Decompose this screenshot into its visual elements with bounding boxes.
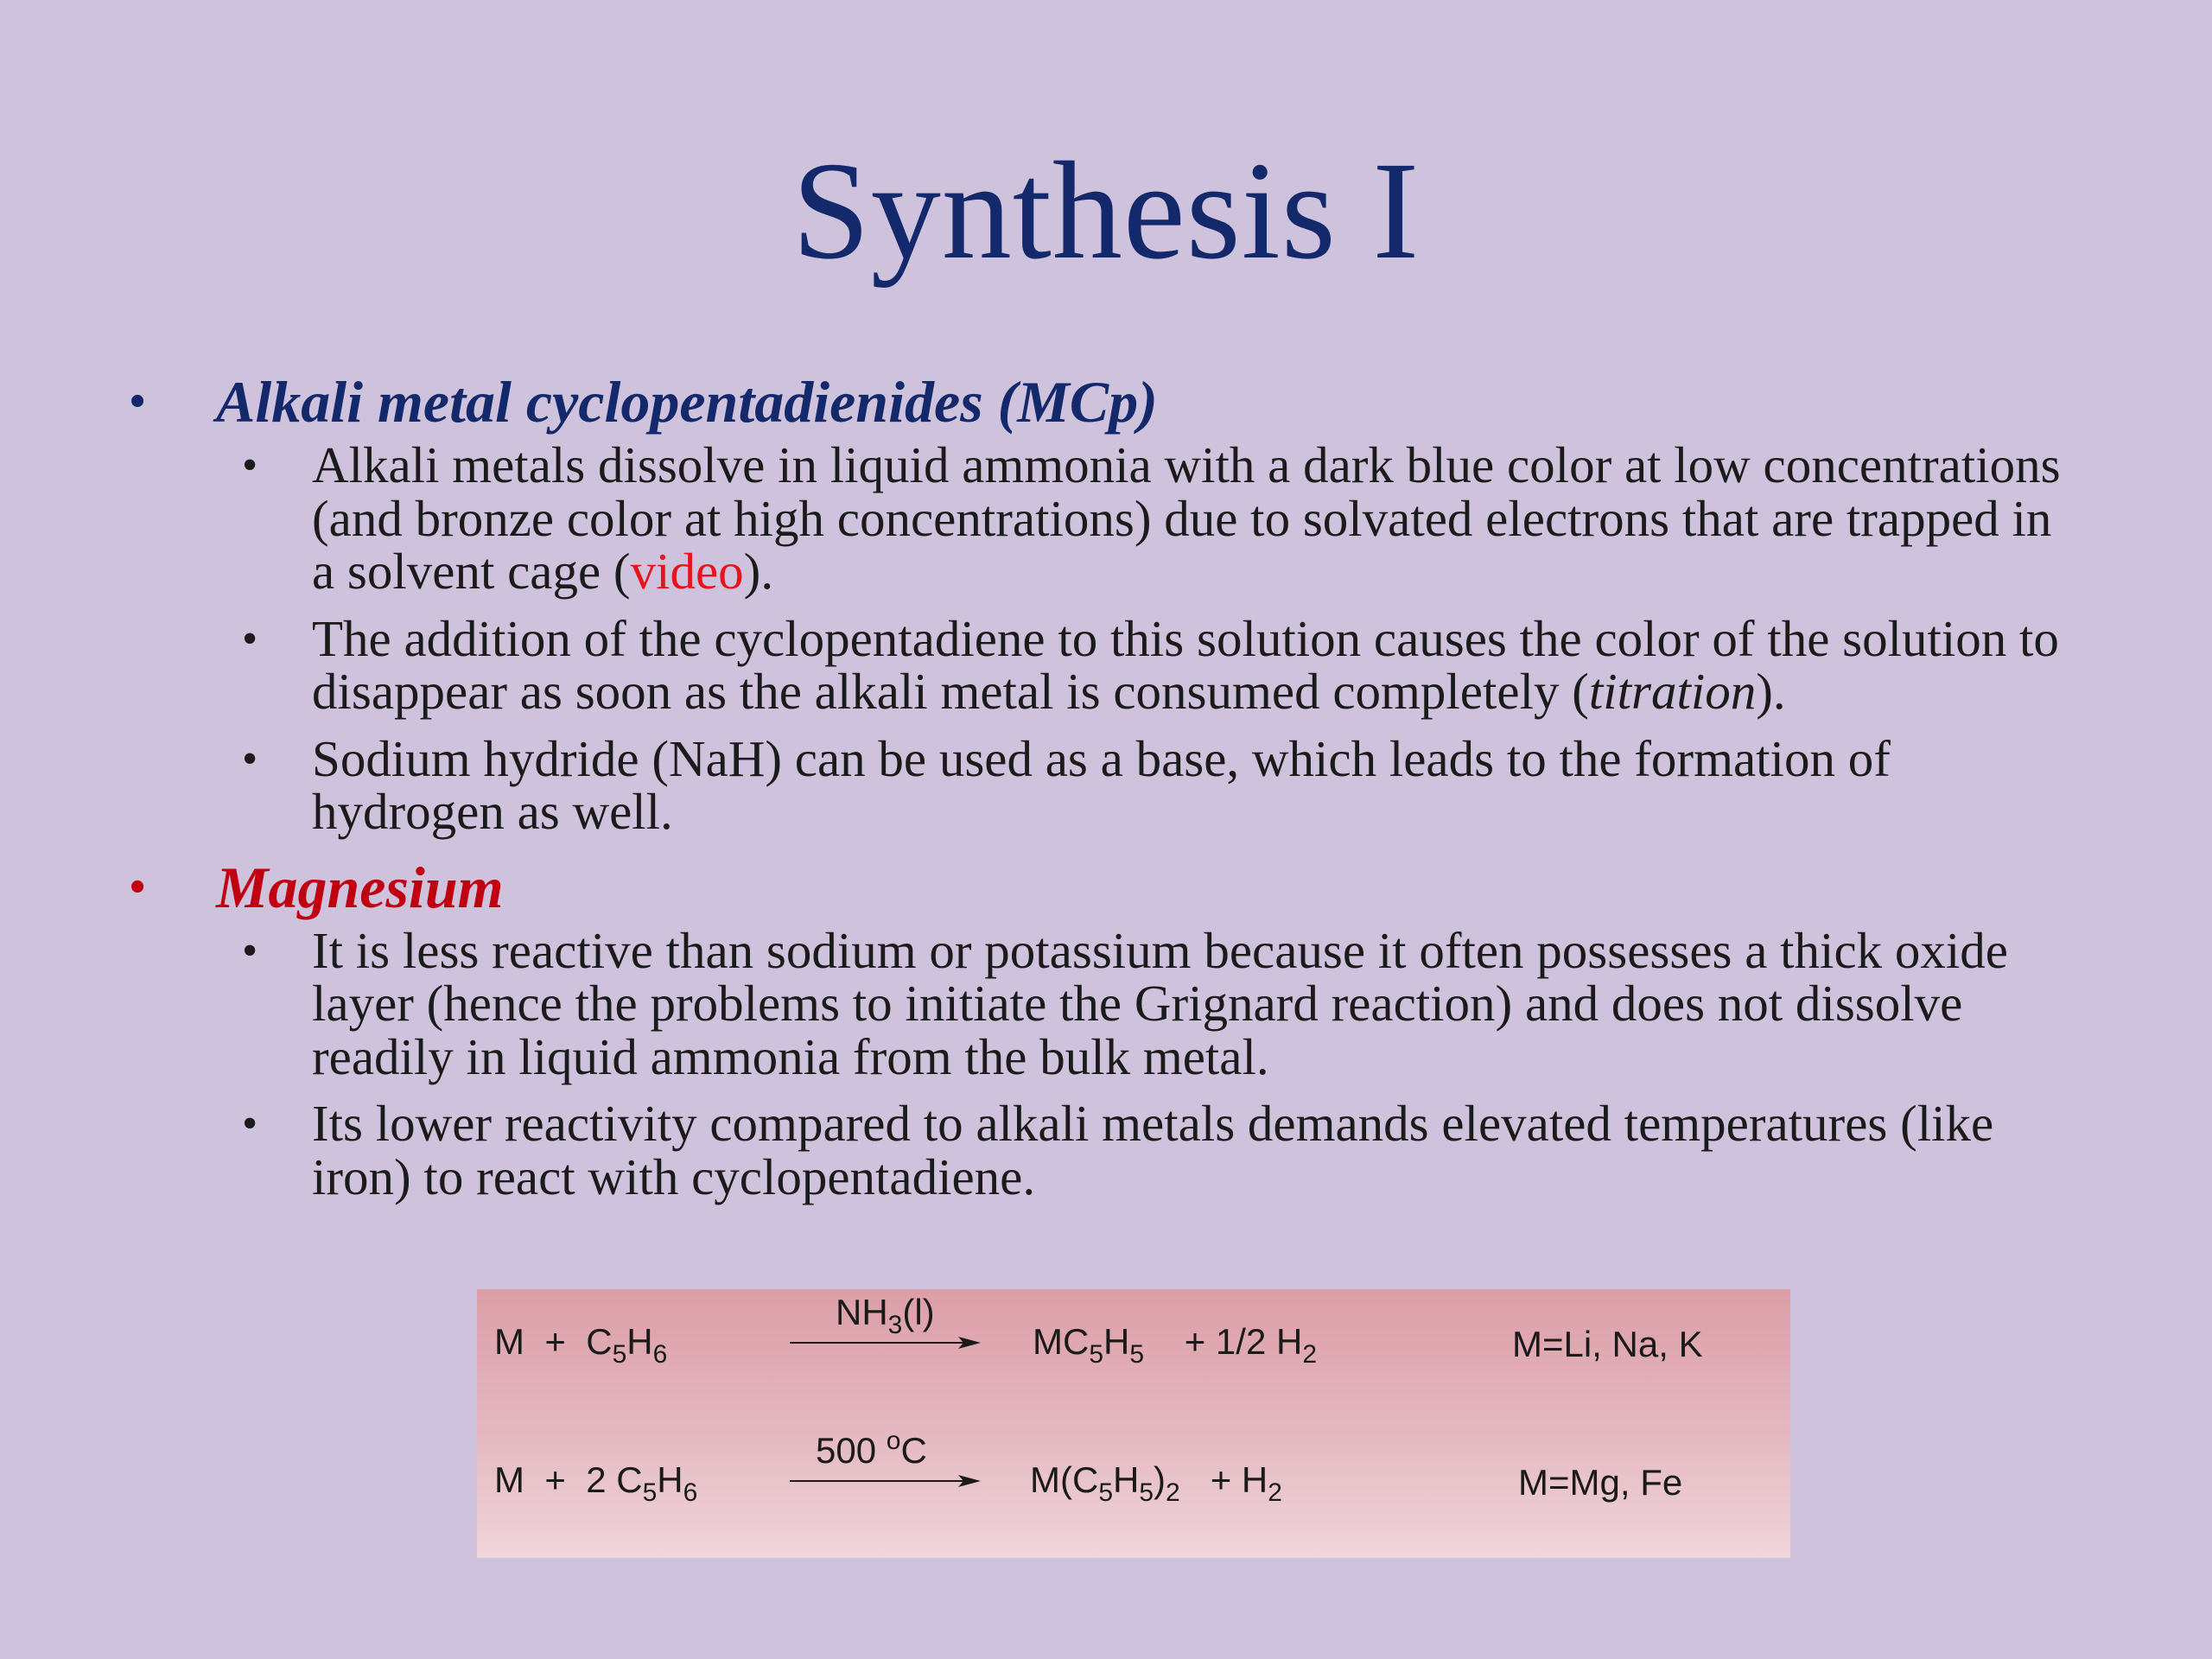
equation-condition: 500 $^o$C (816, 1427, 927, 1471)
list-item (130, 729, 2082, 840)
equation-product: $MC_5H_5$ + 1/2 $H_2$ (1033, 1321, 1318, 1369)
equation-product: $M(C_5H_5)_2$ + $H_2$ (1030, 1459, 1282, 1507)
equation-metal-note: M=Mg, Fe (1518, 1462, 1683, 1503)
equation-condition: $NH_3(l)$ (836, 1292, 935, 1339)
slide-title: Synthesis I (791, 134, 1421, 289)
section-heading-text: Magnesium (216, 854, 504, 920)
section-heading-text: Alkali metal cyclopentadienides (MCp) (216, 369, 1158, 435)
equation-row-1 (477, 1289, 1790, 1376)
list-item (130, 1097, 2082, 1204)
bullet: • (242, 925, 258, 976)
reaction-equations-panel (477, 1289, 1790, 1558)
list-item-text: The addition of the cyclopentadiene to this solution causes the color of the solution to disappear as soon as the alkali metal is consumed completely ( (312, 609, 2059, 720)
reaction-arrow-icon (788, 1471, 982, 1491)
equation-reactant: $M + C_5H_6$ (494, 1321, 668, 1369)
bullet: • (242, 441, 258, 490)
section-heading-alkali (130, 367, 2082, 436)
list-item-text-tail: ). (743, 543, 774, 600)
reaction-arrow-icon (788, 1332, 982, 1353)
list-item (130, 921, 2082, 1085)
list-item (130, 436, 2082, 600)
slide-content (130, 367, 2082, 1217)
equation-row-2 (477, 1427, 1790, 1514)
list-item-text: Sodium hydride (NaH) can be used as a base, which leads to the formation of hydrogen as well. (312, 729, 1891, 840)
bullet: • (130, 377, 146, 426)
list-item-text-tail: ). (1756, 663, 1786, 720)
bullet: • (242, 1099, 258, 1148)
video-link[interactable]: video (630, 543, 744, 600)
bullet: • (130, 861, 146, 912)
bullet: • (242, 734, 258, 784)
section-heading-magnesium (130, 853, 2082, 922)
list-item-text: Its lower reactivity compared to alkali metals demands elevated temperatures (like iron) to react with cyclopentadiene. (312, 1095, 1994, 1205)
list-item (130, 609, 2082, 720)
titration-emphasis: titration (1588, 663, 1757, 720)
equation-reactant: M + 2 $C_5H_6$ (494, 1459, 698, 1507)
equation-metal-note: M=Li, Na, K (1512, 1324, 1703, 1364)
list-item-text: Alkali metals dissolve in liquid ammonia with a dark blue color at low concentrations (and bronze color at high concentrations) due to solvated electrons that are trapped in a solvent cage ( (312, 436, 2061, 600)
list-item-text: It is less reactive than sodium or potassium because it often possesses a thick oxide layer (hence the problems to initiate the Grignard reaction) and does not dissolve readily in liquid ammonia from the bulk metal. (312, 921, 2008, 1085)
bullet: • (242, 613, 258, 664)
